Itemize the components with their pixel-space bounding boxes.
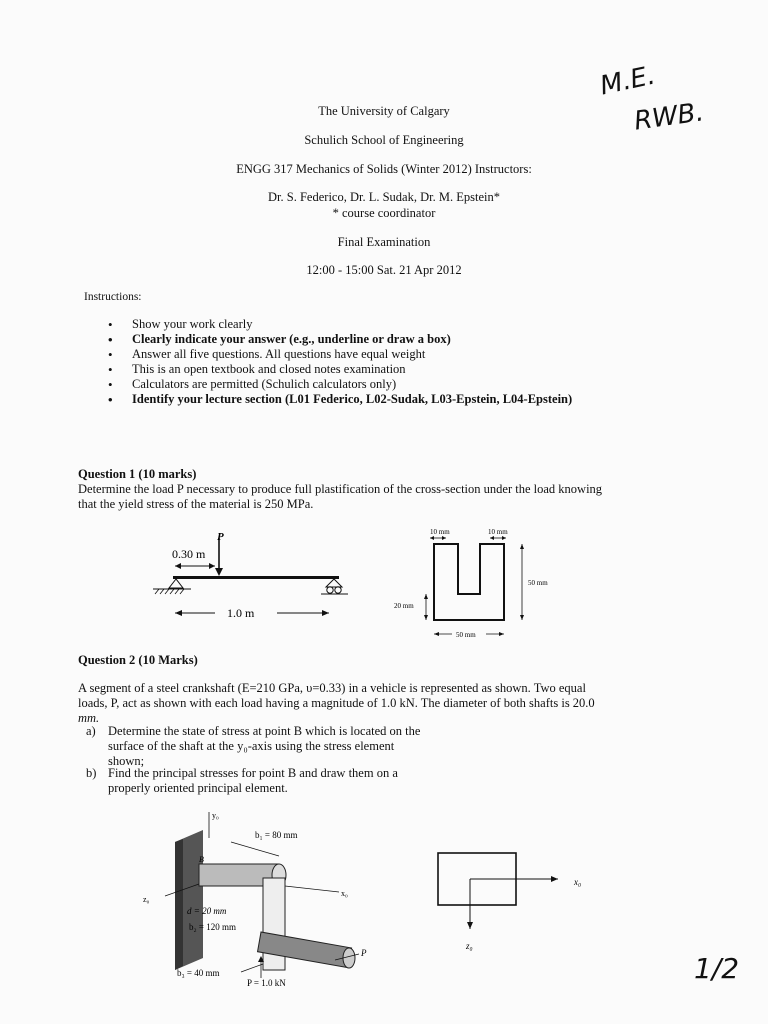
z-axis-label: z₀ bbox=[143, 895, 150, 904]
question-2-line: A segment of a steel crankshaft (E=210 GPa, υ=0.33) in a vehicle is represented as shown. Two equal bbox=[78, 681, 586, 695]
question-2-line: loads, P, act as shown with each load having a magnitude of 1.0 kN. The diameter of both shafts is 20.0 bbox=[78, 696, 595, 710]
question-1-line: that the yield stress of the material is 250 MPa. bbox=[78, 497, 314, 511]
handwritten-page-fraction: 1/2 bbox=[694, 952, 740, 985]
part-a-line: Determine the state of stress at point B which is located on the bbox=[108, 724, 421, 738]
handwritten-initials-top: M.E. bbox=[597, 60, 658, 102]
stress-element-diagram bbox=[430, 845, 600, 960]
school-name: Schulich School of Engineering bbox=[304, 133, 464, 147]
instruction-item: • Clearly indicate your answer (e.g., underline or draw a box) bbox=[100, 332, 572, 347]
dim-bottom-label: 20 mm bbox=[394, 602, 414, 610]
question-2-part-b bbox=[86, 766, 516, 796]
instructions-list bbox=[100, 317, 572, 407]
dim-right-label: 10 mm bbox=[488, 528, 508, 536]
cross-section-diagram bbox=[390, 528, 560, 646]
x-axis-label: x₀ bbox=[341, 889, 348, 898]
question-2-part-a bbox=[86, 724, 516, 769]
b1-label: b₁ = 80 mm bbox=[255, 830, 298, 840]
load-value-label: P = 1.0 kN bbox=[247, 978, 286, 988]
y-axis-label: y₀ bbox=[212, 811, 219, 820]
element-x-axis-label: x₀ bbox=[574, 877, 582, 887]
element-z-axis-label: z₀ bbox=[466, 941, 473, 951]
instruction-item: • Calculators are permitted (Schulich calculators only) bbox=[100, 377, 572, 392]
point-b-label: B bbox=[199, 855, 204, 864]
b2-label: b₂ = 120 mm bbox=[189, 922, 236, 932]
part-a-line: shown; bbox=[108, 754, 145, 768]
instruction-item: • Show your work clearly bbox=[100, 317, 572, 332]
question-2-line: mm. bbox=[78, 711, 100, 725]
coordinator-note: * course coordinator bbox=[332, 206, 436, 220]
part-b-line: properly oriented principal element. bbox=[108, 781, 288, 795]
instruction-item: • Answer all five questions. All questions have equal weight bbox=[100, 347, 572, 362]
question-2-title: Question 2 (10 Marks) bbox=[78, 653, 198, 667]
course-line: ENGG 317 Mechanics of Solids (Winter 2012) Instructors: bbox=[236, 162, 532, 176]
exam-datetime: 12:00 - 15:00 Sat. 21 Apr 2012 bbox=[306, 263, 462, 277]
exam-title: Final Examination bbox=[337, 235, 431, 249]
load-p-label: P bbox=[361, 948, 367, 958]
handwritten-initials-bottom: RWB. bbox=[632, 97, 706, 137]
b3-label: b₃ = 40 mm bbox=[177, 968, 220, 978]
instruction-item: • This is an open textbook and closed notes examination bbox=[100, 362, 572, 377]
question-1-title: Question 1 (10 marks) bbox=[78, 467, 197, 481]
part-b-label: b) bbox=[86, 766, 97, 780]
dim-width-label: 50 mm bbox=[456, 631, 476, 639]
question-2-text bbox=[78, 681, 738, 726]
part-a-label: a) bbox=[86, 724, 96, 738]
question-1-text bbox=[78, 482, 738, 512]
instruction-item: • Identify your lecture section (L01 Federico, L02-Sudak, L03-Epstein, L04-Epstein) bbox=[100, 392, 572, 407]
part-b-line: Find the principal stresses for point B and draw them on a bbox=[108, 766, 398, 780]
beam-diagram bbox=[145, 528, 365, 628]
d-label: d = 20 mm bbox=[187, 906, 227, 916]
distance-label: 0.30 m bbox=[172, 547, 206, 561]
instructors-line: Dr. S. Federico, Dr. L. Sudak, Dr. M. Epstein* bbox=[268, 190, 500, 204]
span-label: 1.0 m bbox=[227, 606, 255, 620]
question-1-line: Determine the load P necessary to produce full plastification of the cross-section under the load knowing bbox=[78, 482, 603, 496]
instructions-heading: Instructions: bbox=[84, 291, 142, 303]
part-a-line: surface of the shaft at the y₀-axis using the stress element bbox=[108, 739, 395, 753]
crankshaft-diagram bbox=[135, 808, 395, 994]
dim-height-label: 50 mm bbox=[528, 579, 548, 587]
university-name: The University of Calgary bbox=[318, 104, 450, 118]
dim-left-label: 10 mm bbox=[430, 528, 450, 536]
load-p-label: P bbox=[217, 531, 224, 543]
